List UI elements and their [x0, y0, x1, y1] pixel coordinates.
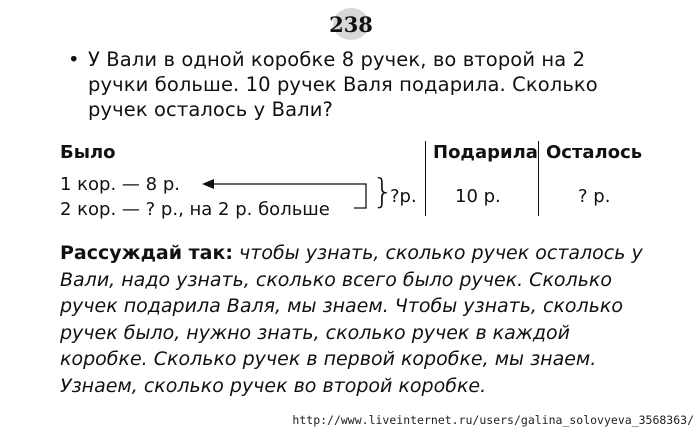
gave-value: 10 р.	[455, 186, 501, 207]
bullet-icon: •	[68, 48, 80, 71]
header-left: Осталось	[546, 142, 643, 163]
row-box-two: 2 кор. — ? р., на 2 р. больше	[60, 199, 330, 220]
problem-text: У Вали в одной коробке 8 ручек, во второй на 2 ручки больше. 10 ручек Валя подарила. Сколько ручек осталось у Вали?	[88, 48, 598, 121]
total-value: ?р.	[390, 186, 417, 207]
header-gave: Подарила	[433, 142, 538, 163]
row-box-one: 1 кор. — 8 р.	[60, 174, 180, 195]
left-value: ? р.	[578, 186, 611, 207]
brace-icon: }	[372, 172, 394, 212]
reasoning-block	[60, 240, 648, 399]
header-was: Было	[60, 142, 116, 163]
reasoning-text: чтобы узнать, сколько ручек осталось у Вали, надо узнать, сколько всего было ручек. Сколько ручек подарила Валя, мы знаем. Чтобы узнать, сколько ручек было, нужно знать, сколько ручек в каждой коробке. Сколько ручек в первой коробке, мы знаем. Узнаем, сколько ручек во второй коробке.	[60, 242, 643, 397]
watermark-url: http://www.liveinternet.ru/users/galina_solovyeva_3568363/	[292, 413, 694, 427]
page-number: 238	[333, 8, 369, 40]
reasoning-lead: Рассуждай так:	[60, 242, 233, 264]
